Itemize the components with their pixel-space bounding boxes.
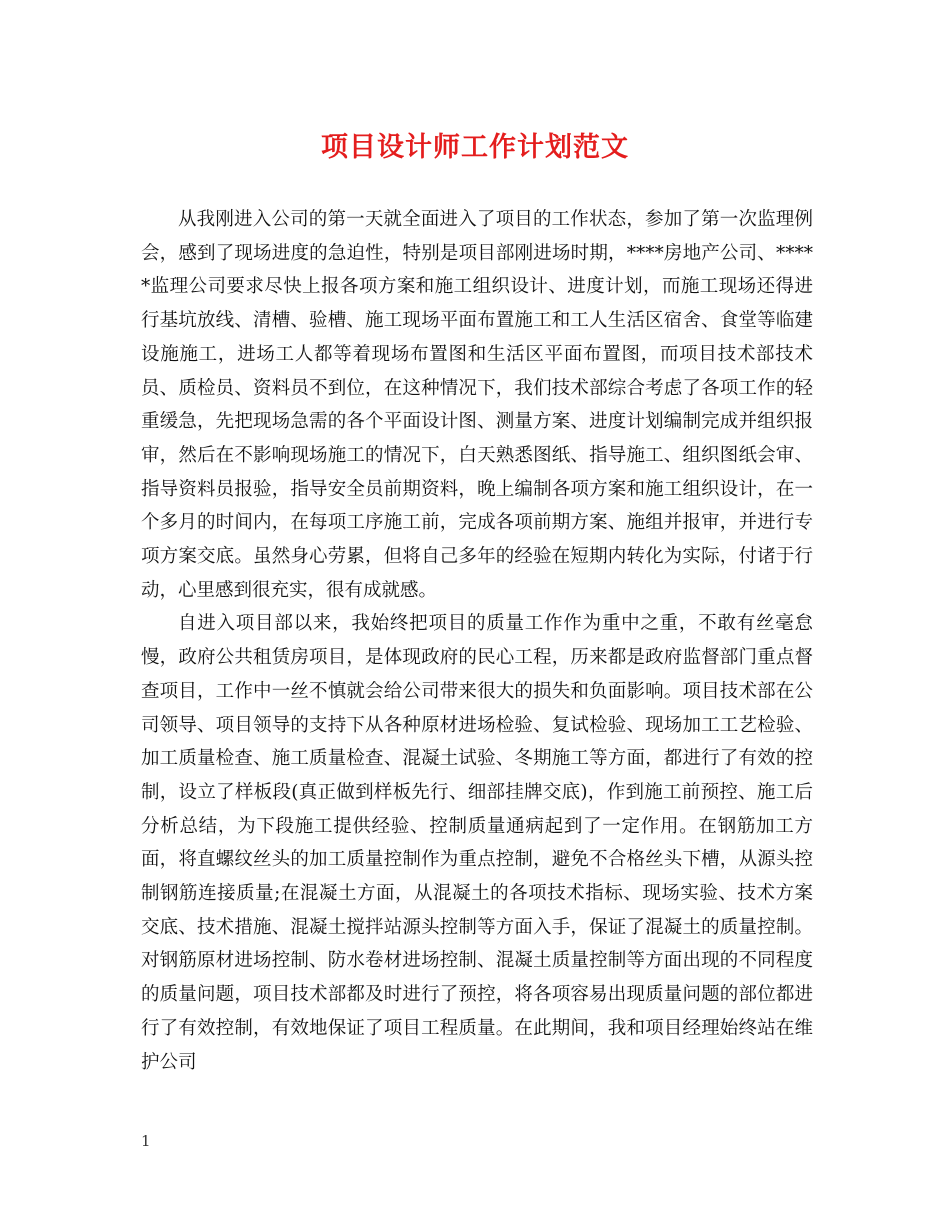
page-title: 项目设计师工作计划范文 (321, 132, 629, 163)
paragraph-2: 自进入项目部以来，我始终把项目的质量工作作为重中之重，不敢有丝毫怠慢，政府公共租赁房项目，是体现政府的民心工程，历来都是政府监督部门重点督查项目，工作中一丝不慎就会给公司带来很大的损失和负面影响。项目技术部在公司领导、项目领导的支持下从各种原材进场检验、复试检验、现场加工工艺检验、加工质量检查、施工质量检查、混凝土试验、冬期施工等方面，都进行了有效的控制，设立了样板段(真正做到样板先行、细部挂牌交底)，作到施工前预控、施工后分析总结，为下段施工提供经验、控制质量通病起到了一定作用。在钢筋加工方面，将直螺纹丝头的加工质量控制作为重点控制，避免不合格丝头下槽，从源头控制钢筋连接质量;在混凝土方面，从混凝土的各项技术指标、现场实验、技术方案交底、技术措施、混凝土搅拌站源头控制等方面入手，保证了混凝土的质量控制。对钢筋原材进场控制、防水卷材进场控制、混凝土质量控制等方面出现的不同程度的质量问题，项目技术部都及时进行了预控，将各项容易出现质量问题的部位都进行了有效控制，有效地保证了项目工程质量。在此期间，我和项目经理始终站在维护公司 (141, 613, 813, 1073)
document-body (141, 203, 813, 1079)
page-number: 1 (141, 1132, 151, 1150)
paragraph-1: 从我刚进入公司的第一天就全面进入了项目的工作状态，参加了第一次监理例会，感到了现场进度的急迫性，特别是项目部刚进场时期，****房地产公司、*****监理公司要求尽快上报各项方案和施工组织设计、进度计划，而施工现场还得进行基坑放线、清槽、验槽、施工现场平面布置施工和工人生活区宿舍、食堂等临建设施施工，进场工人都等着现场布置图和生活区平面布置图，而项目技术部技术员、质检员、资料员不到位，在这种情况下，我们技术部综合考虑了各项工作的轻重缓急，先把现场急需的各个平面设计图、测量方案、进度计划编制完成并组织报审，然后在不影响现场施工的情况下，白天熟悉图纸、指导施工、组织图纸会审、指导资料员报验，指导安全员前期资料，晚上编制各项方案和施工组织设计，在一个多月的时间内，在每项工序施工前，完成各项前期方案、施组并报审，并进行专项方案交底。虽然身心劳累，但将自己多年的经验在短期内转化为实际，付诸于行动，心里感到很充实，很有成就感。 (141, 209, 813, 601)
